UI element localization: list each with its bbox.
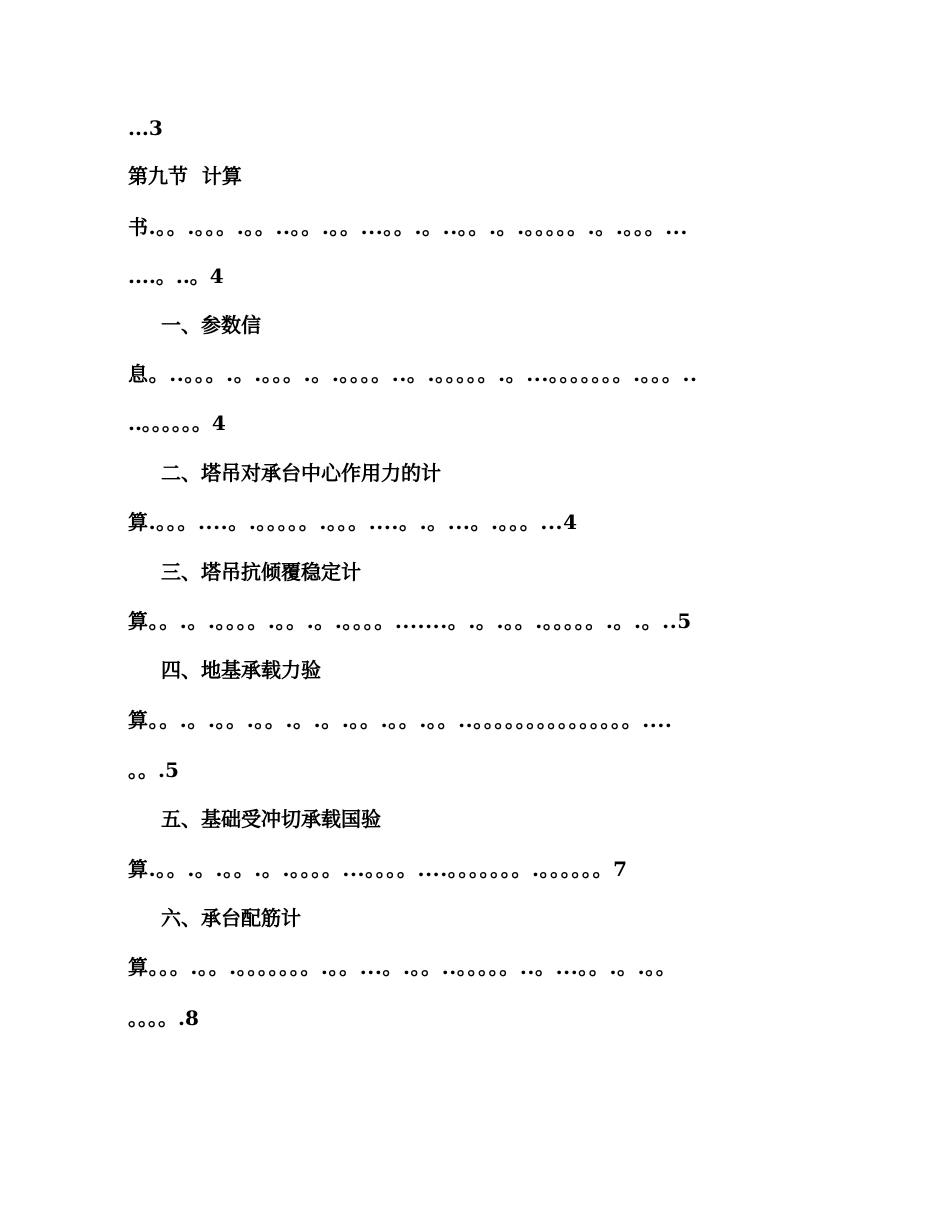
toc-item-6-leader: 算。。。.。。.。。。。。。。.。。...。.。。..。。。。。..。...。。.。.。。 bbox=[128, 955, 677, 979]
toc-item-4-leader: 算。。.。.。。.。。.。.。.。。.。。.。。..。。。。。。。。。。。。。。。.... bbox=[128, 708, 673, 732]
toc-item-6-page: 。。。。.8 bbox=[128, 1006, 199, 1030]
toc-item-4-page: 。。.5 bbox=[128, 758, 179, 782]
toc-item-3-heading: 三、塔吊抗倾覆稳定计 bbox=[161, 560, 361, 584]
toc-item-3-leader: 算。。.。.。。。。.。。.。.。。。。.......。.。.。。.。。。。。.。.。..5 bbox=[128, 609, 692, 633]
toc-item-1-page: ..。。。。。。4 bbox=[128, 411, 226, 435]
toc-section-9-leader: 书.。。.。。。.。。..。。.。。...。。.。..。。.。.。。。。。.。.。。。... bbox=[128, 215, 688, 239]
toc-item-2-leader: 算.。。。....。.。。。。。.。。。....。.。...。.。。。...4 bbox=[128, 510, 578, 534]
toc-item-6-heading: 六、承台配筋计 bbox=[161, 906, 301, 930]
toc-item-2-heading: 二、塔吊对承台中心作用力的计 bbox=[161, 461, 441, 485]
toc-item-5-heading: 五、基础受冲切承载国验 bbox=[161, 807, 381, 831]
toc-item-5-leader: 算.。。.。.。。.。.。。。。...。。。。....。。。。。。。.。。。。。。7 bbox=[128, 857, 628, 881]
toc-section-9-heading: 第九节 计算 bbox=[128, 164, 242, 188]
toc-item-4-heading: 四、地基承载力验 bbox=[161, 658, 321, 682]
toc-item-1-leader: 息。..。。。.。.。。。.。.。。。。..。.。。。。。.。...。。。。。。。.。。。.. bbox=[128, 362, 698, 386]
toc-item-1-heading: 一、参数信 bbox=[161, 313, 261, 337]
toc-section-9-page: ....。..。4 bbox=[128, 264, 224, 288]
toc-continuation-page-3: ...3 bbox=[128, 116, 163, 140]
